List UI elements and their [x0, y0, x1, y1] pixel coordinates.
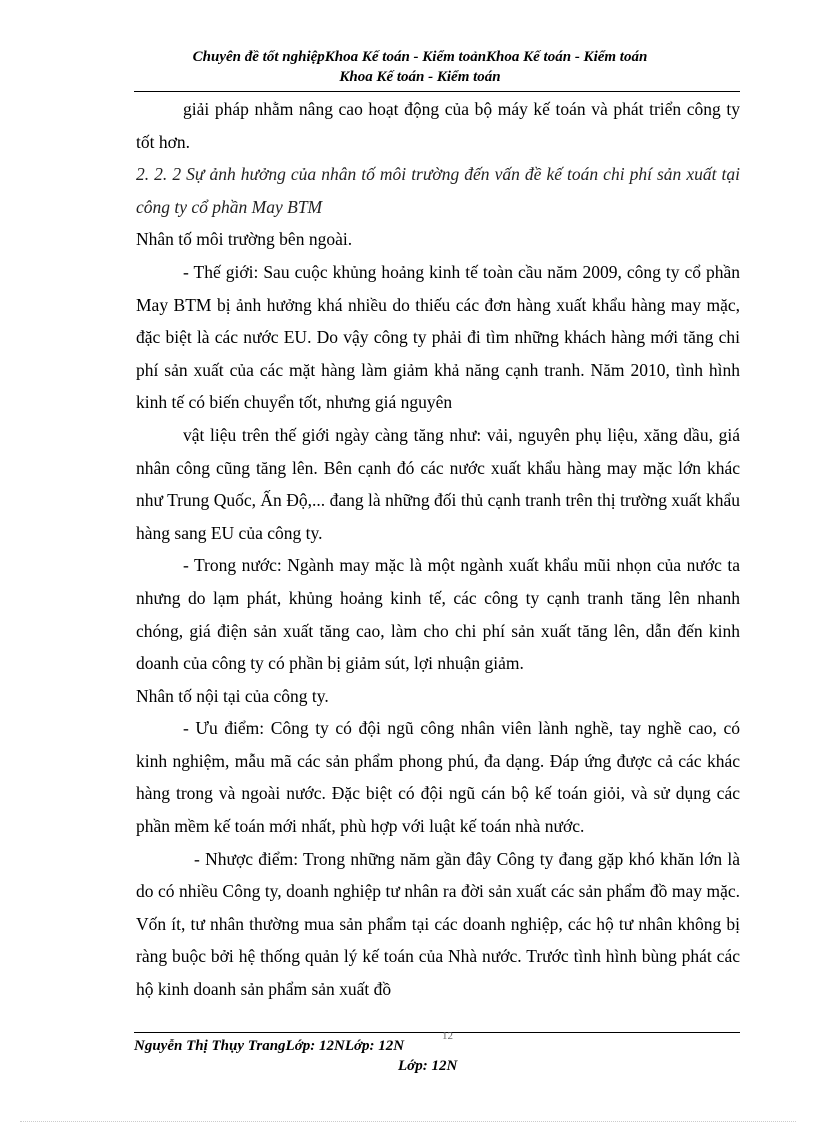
paragraph-world-part1: - Thế giới: Sau cuộc khủng hoảng kinh tế toàn cầu năm 2009, công ty cổ phần May BTM bị ảnh hưởng khá nhiều do thiếu các đơn hàng xuất khẩu hàng may mặc, đặc biệt là các nước EU. Do vậy công ty phải đi tìm những khách hàng mới tăng chi phí sản xuất của các mặt hàng làm giảm khả năng cạnh tranh. Năm 2010, tình hình kinh tế có biến chuyển tốt, nhưng giá nguyên — [136, 261, 740, 413]
page-bottom-divider — [20, 1121, 796, 1122]
page-header — [100, 47, 740, 87]
page-footer — [134, 1036, 740, 1076]
header-line-2: Khoa Kế toán - Kiểm toán — [339, 69, 501, 85]
paragraph-strengths: - Ưu điểm: Công ty có đội ngũ công nhân viên lành nghề, tay nghề cao, có kinh nghiệm, mẫu mã các sản phẩm phong phú, đa dạng. Đáp ứng được cả các khác hàng trong và ngoài nước. Đặc biệt có đội ngũ cán bộ kế toán giỏi, và sử dụng các phần mềm kế toán mới nhất, phù hợp với luật kế toán nhà nước. — [136, 718, 740, 837]
paragraph-intro: giải pháp nhằm nâng cao hoạt động của bộ máy kế toán và phát triển công ty tốt hơn. — [136, 99, 740, 152]
internal-factors-heading: Nhân tố nội tại của công ty. — [136, 685, 329, 706]
footer-rule — [134, 1032, 740, 1033]
paragraph-domestic: - Trong nước: Ngành may mặc là một ngành xuất khẩu mũi nhọn của nước ta nhưng do lạm phát, khủng hoảng kinh tế, các công ty cạnh tranh tăng lên nhanh chóng, giá điện sản xuất tăng cao, làm cho chi phí sản xuất tăng lên, dẫn đến kinh doanh của công ty có phần bị giảm sút, lợi nhuận giảm. — [136, 555, 740, 674]
page-number: 12 — [442, 1030, 453, 1042]
document-body — [136, 93, 740, 1006]
section-title: 2. 2. 2 Sự ảnh hưởng của nhân tố môi trường đến vấn đề kế toán chi phí sản xuất tại công ty cổ phần May BTM — [136, 164, 740, 217]
paragraph-weaknesses: - Nhược điểm: Trong những năm gần đây Công ty đang gặp khó khăn lớn là do có nhiều Công ty, doanh nghiệp tư nhân ra đời sản xuất các sản phẩm đồ may mặc. Vốn ít, tư nhân thường mua sản phẩm tại các doanh nghiệp, các hộ tư nhân không bị ràng buộc bởi hệ thống quản lý kế toán của Nhà nước. Trước tình hình bùng phát các hộ kinh doanh sản phẩm sản xuất đồ — [136, 848, 740, 1000]
external-factors-heading: Nhân tố môi trường bên ngoài. — [136, 229, 353, 250]
paragraph-world-part2: vật liệu trên thế giới ngày càng tăng như: vải, nguyên phụ liệu, xăng dầu, giá nhân công cũng tăng lên. Bên cạnh đó các nước xuất khẩu hàng may mặc lớn khác như Trung Quốc, Ấn Độ,... đang là những đối thủ cạnh tranh trên thị trường xuất khẩu hàng sang EU của công ty. — [136, 424, 740, 543]
header-rule — [134, 91, 740, 92]
footer-line-2: Lớp: 12N — [398, 1058, 458, 1074]
footer-line-1: Nguyễn Thị Thụy TrangLớp: 12NLớp: 12N — [134, 1038, 405, 1054]
header-line-1: Chuyên đề tốt nghiệpKhoa Kế toán - Kiểm toảnKhoa Kế toán - Kiểm toán — [192, 49, 648, 65]
